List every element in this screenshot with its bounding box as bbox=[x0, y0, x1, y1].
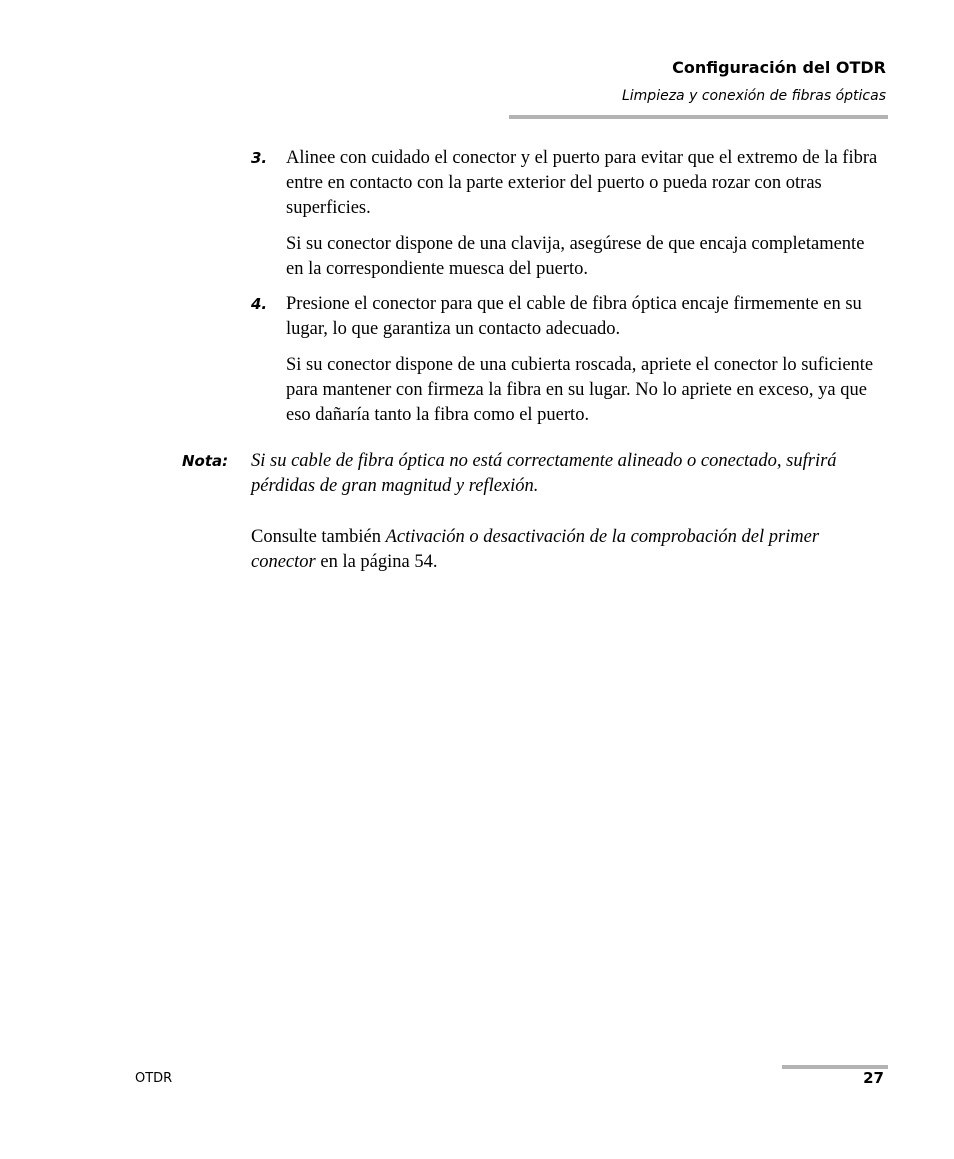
step-text: Presione el conector para que el cable de fibra óptica encaje firmemente en su lugar, lo que garantiza un contacto adecuado. bbox=[286, 294, 862, 339]
cross-reference-link[interactable]: Activación o desactivación de la comprobación del primer conector bbox=[251, 527, 820, 572]
footer-product-name: OTDR bbox=[135, 1071, 173, 1086]
page-number: 27 bbox=[863, 1069, 884, 1087]
see-also-paragraph bbox=[251, 525, 871, 575]
step-number: 3. bbox=[251, 149, 268, 167]
step-number: 4. bbox=[251, 295, 268, 313]
step-4-detail: Si su conector dispone de una cubierta roscada, apriete el conector lo suficiente para mantener con firmeza la fibra en su lugar. No lo apriete en exceso, ya que eso dañaría tanto la fibra como el puerto. bbox=[286, 355, 874, 425]
step-3-detail: Si su conector dispone de una clavija, asegúrese de que encaja completamente en la correspondiente muesca del puerto. bbox=[286, 234, 865, 279]
see-also-suffix: en la página 54. bbox=[315, 552, 438, 572]
note-text: Si su cable de fibra óptica no está correctamente alineado o conectado, sufrirá pérdidas de gran magnitud y reflexión. bbox=[251, 451, 837, 496]
running-header-subtitle: Limpieza y conexión de fibras ópticas bbox=[621, 88, 886, 104]
note-label: Nota: bbox=[182, 452, 229, 470]
header-rule bbox=[509, 115, 888, 119]
running-header-title: Configuración del OTDR bbox=[672, 58, 886, 77]
step-text: Alinee con cuidado el conector y el puerto para evitar que el extremo de la fibra entre en contacto con la parte exterior del puerto o pueda rozar con otras superficies. bbox=[286, 148, 878, 218]
see-also-prefix: Consulte también bbox=[251, 527, 386, 547]
